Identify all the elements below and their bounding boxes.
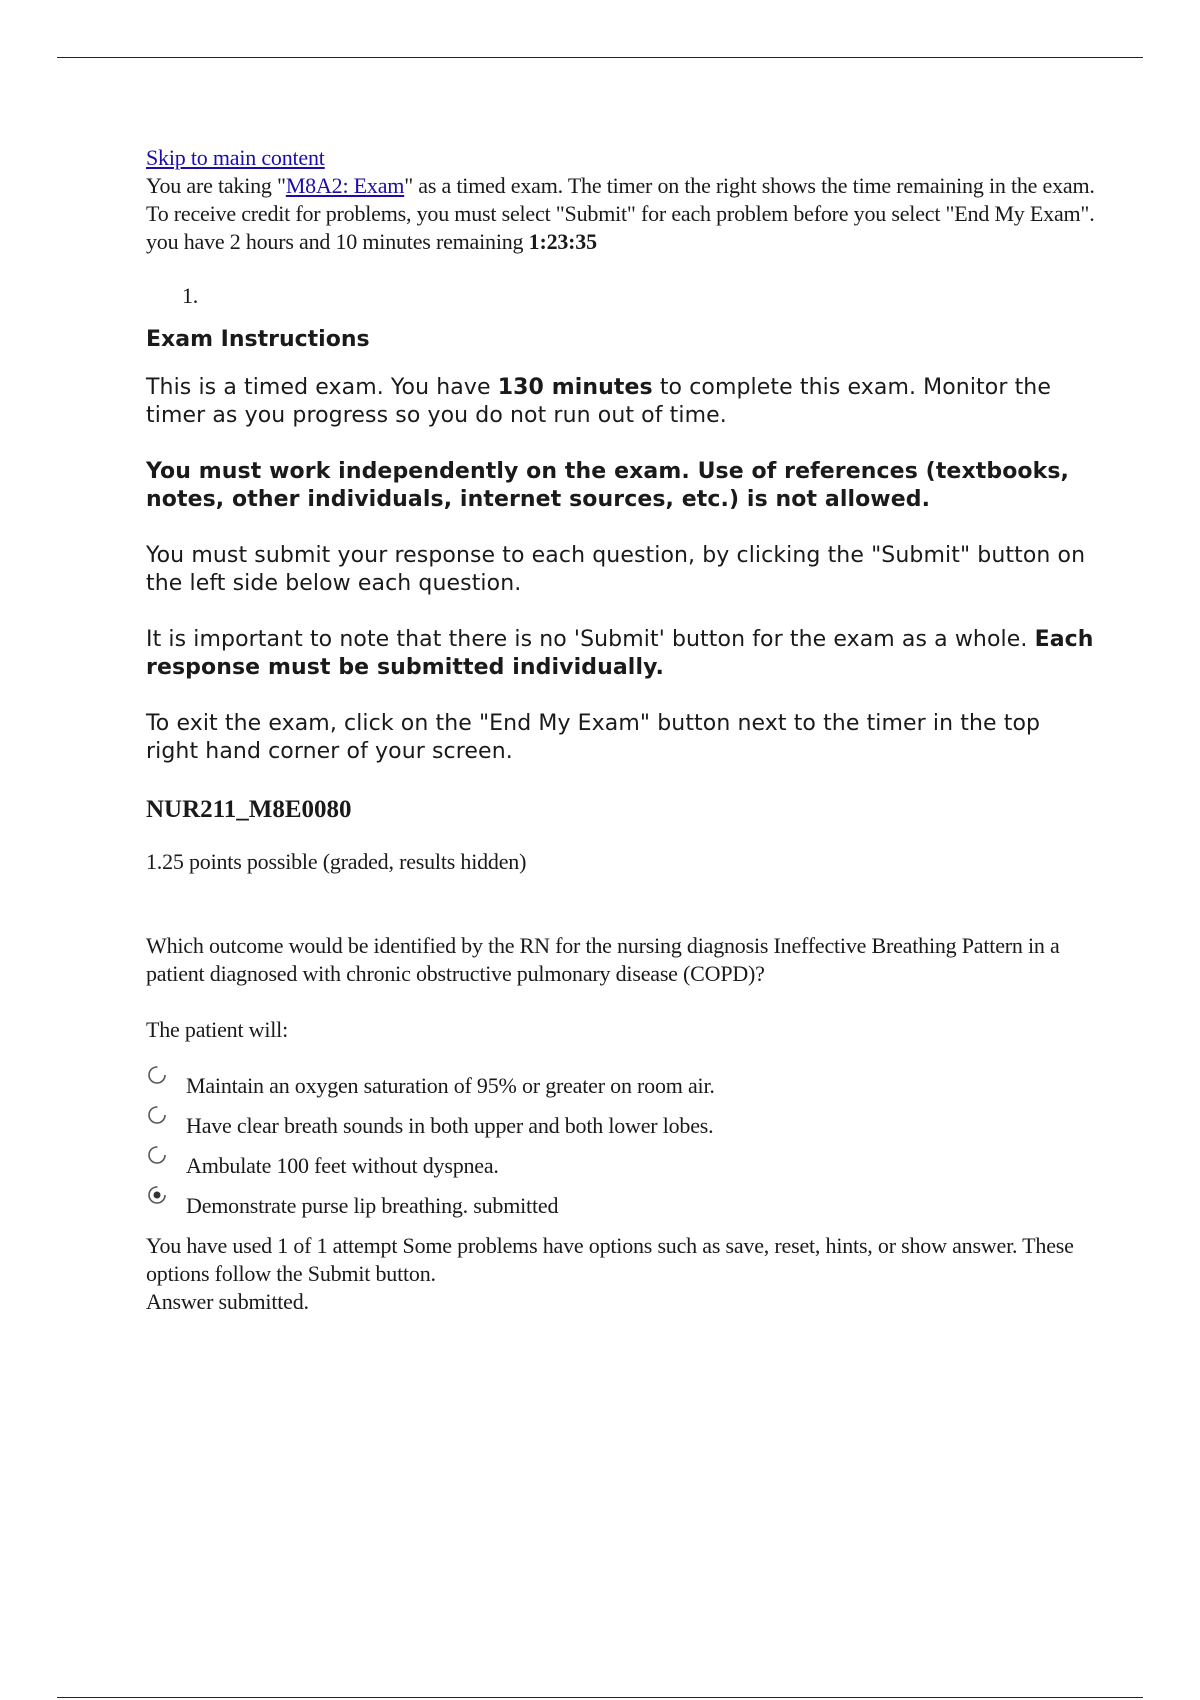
answer-choices xyxy=(146,1072,1096,1232)
instructions-time-text-end: to complete this exam. Monitor the timer as you progress so you do not run out of time. xyxy=(146,375,1051,428)
timed-exam-notice xyxy=(146,172,1096,228)
exam-page xyxy=(146,144,1096,1316)
exam-title-link[interactable]: M8A2: Exam xyxy=(285,173,405,198)
intro-text-after: " as a timed exam. The timer on the right shows the time remaining in the exam. To receive credit for problems, you must select "Submit" for each problem before you select "End My Exam". xyxy=(146,173,1095,226)
instructions-heading: Exam Instructions xyxy=(146,327,370,352)
question-text: Which outcome would be identified by the RN for the nursing diagnosis Ineffective Breathing Pattern in a patient diagnosed with chronic obstructive pulmonary disease (COPD)? xyxy=(146,933,1060,986)
choice-label: Maintain an oxygen saturation of 95% or greater on room air. xyxy=(186,1073,715,1098)
timer-value: 1:23:35 xyxy=(528,229,597,254)
bottom-divider xyxy=(57,1697,1143,1698)
choice-label: Ambulate 100 feet without dyspnea. xyxy=(186,1153,499,1178)
question-prompt: The patient will: xyxy=(146,1017,289,1042)
skip-to-main-content-link[interactable]: Skip to main content xyxy=(146,145,325,170)
answer-status: Answer submitted. xyxy=(146,1289,309,1314)
exam-instructions xyxy=(146,326,1096,766)
instructions-submit-paragraph: You must submit your response to each question, by clicking the "Submit" button on the left side below each question. xyxy=(146,543,1086,596)
question-number: 1. xyxy=(182,283,199,308)
instructions-time-paragraph xyxy=(146,374,1096,430)
instructions-time-limit: 130 minutes xyxy=(497,375,653,400)
points-possible: 1.25 points possible (graded, results hidden) xyxy=(146,849,527,874)
instructions-individual-text: It is important to note that there is no 'Submit' button for the exam as a whole. xyxy=(146,627,1035,652)
choice-1[interactable] xyxy=(146,1072,1096,1112)
choice-2[interactable] xyxy=(146,1112,1096,1152)
instructions-exit-paragraph: To exit the exam, click on the "End My Exam" button next to the timer in the top right hand corner of your screen. xyxy=(146,711,1041,764)
choice-label xyxy=(186,1192,558,1220)
intro-text-before: You are taking " xyxy=(146,173,286,198)
choice-3[interactable] xyxy=(146,1152,1096,1192)
instructions-independence-paragraph: You must work independently on the exam. Use of references (textbooks, notes, other individuals, internet sources, etc.) is not allowed. xyxy=(146,459,1070,512)
instructions-time-text: This is a timed exam. You have xyxy=(146,375,498,400)
instructions-individual-emphasis: Each response must be submitted individually. xyxy=(146,627,1094,680)
timer-label: you have 2 hours and 10 minutes remaining xyxy=(146,229,524,254)
choice-label: Have clear breath sounds in both upper and both lower lobes. xyxy=(186,1113,714,1138)
radio-selected-icon[interactable] xyxy=(146,1184,168,1206)
radio-unselected-icon[interactable] xyxy=(146,1064,168,1086)
problem-title: NUR211_M8E0080 xyxy=(146,796,352,823)
attempts-info: You have used 1 of 1 attempt Some problems have options such as save, reset, hints, or show answer. These options follow the Submit button. xyxy=(146,1233,1074,1286)
radio-unselected-icon[interactable] xyxy=(146,1144,168,1166)
choice-4[interactable] xyxy=(146,1192,1096,1232)
top-divider xyxy=(57,57,1143,58)
choice-label-text: Demonstrate purse lip breathing. xyxy=(186,1193,468,1218)
timer-line xyxy=(146,228,1096,256)
radio-unselected-icon[interactable] xyxy=(146,1104,168,1126)
submitted-marker: submitted xyxy=(467,1193,559,1218)
instructions-individual-paragraph xyxy=(146,626,1096,682)
